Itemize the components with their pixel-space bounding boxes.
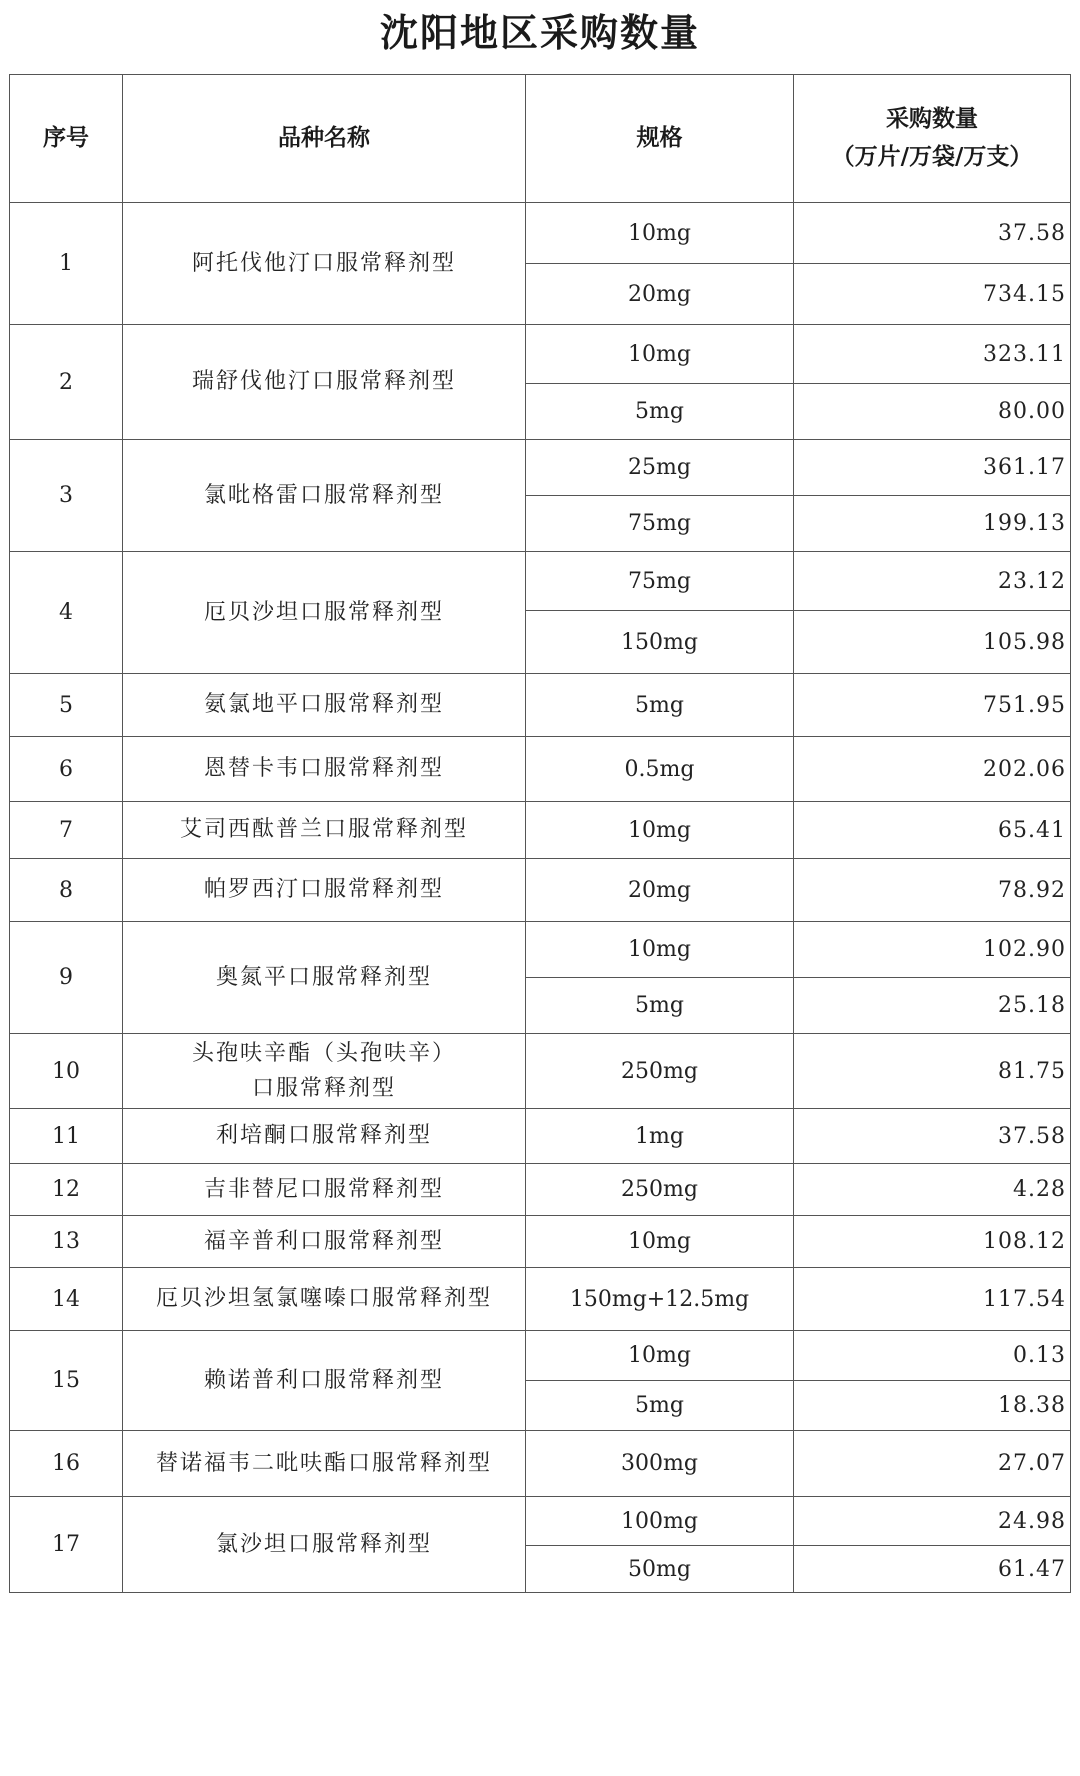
row-number-cell: 10 [10,1034,123,1109]
drug-name-line: 氯吡格雷口服常释剂型 [203,482,444,508]
drug-name-cell [123,203,526,325]
procurement-table [9,74,1071,1593]
drug-name-line: 帕罗西汀口服常释剂型 [203,877,444,903]
header-qty-label: 采购数量 [886,105,978,132]
drug-name-line: 氯沙坦口服常释剂型 [215,1531,432,1557]
table-row [10,922,1071,978]
drug-name-line: 氨氯地平口服常释剂型 [203,692,444,718]
header-no: 序号 [10,75,123,203]
drug-name-cell [123,922,526,1034]
header-qty [794,75,1071,203]
drug-name-cell [123,1034,526,1109]
drug-name-line: 奥氮平口服常释剂型 [215,964,432,990]
spec-cell: 10mg [526,325,794,384]
table-row [10,1431,1071,1497]
row-number-cell: 8 [10,859,123,922]
spec-cell: 1mg [526,1109,794,1164]
drug-name-line: 口服常释剂型 [251,1076,396,1101]
quantity-cell: 25.18 [794,978,1071,1034]
quantity-cell: 65.41 [794,802,1071,859]
header-qty-unit: （万片/万袋/万支） [831,143,1033,170]
spec-cell: 75mg [526,496,794,552]
drug-name-line: 利培酮口服常释剂型 [215,1123,432,1149]
table-row [10,859,1071,922]
spec-cell: 10mg [526,922,794,978]
table-row [10,440,1071,496]
drug-name-line: 替诺福韦二吡呋酯口服常释剂型 [155,1450,492,1476]
table-body [10,203,1071,1593]
drug-name-cell [123,552,526,674]
row-number-cell: 13 [10,1216,123,1268]
spec-cell: 250mg [526,1164,794,1216]
drug-name-cell [123,1109,526,1164]
spec-cell: 10mg [526,203,794,264]
drug-name-line: 阿托伐他汀口服常释剂型 [191,250,456,276]
table-header-row [10,75,1071,203]
row-number-cell: 5 [10,674,123,737]
row-number-cell: 15 [10,1331,123,1431]
table-row [10,325,1071,384]
spec-cell: 10mg [526,1216,794,1268]
drug-name-line: 赖诺普利口服常释剂型 [203,1367,444,1393]
drug-name-cell [123,802,526,859]
table-row [10,1164,1071,1216]
drug-name-cell [123,737,526,802]
quantity-cell: 202.06 [794,737,1071,802]
quantity-cell: 199.13 [794,496,1071,552]
table-row [10,674,1071,737]
spec-cell: 10mg [526,802,794,859]
drug-name-cell [123,325,526,440]
spec-cell: 50mg [526,1546,794,1593]
table-row [10,1216,1071,1268]
drug-name-line: 厄贝沙坦口服常释剂型 [203,599,444,625]
table-row [10,203,1071,264]
drug-name-line: 艾司西酞普兰口服常释剂型 [179,817,468,843]
row-number-cell: 1 [10,203,123,325]
drug-name-line: 厄贝沙坦氢氯噻嗪口服常释剂型 [155,1286,492,1312]
quantity-cell: 734.15 [794,264,1071,325]
spec-cell: 100mg [526,1497,794,1546]
row-number-cell: 2 [10,325,123,440]
spec-cell: 300mg [526,1431,794,1497]
header-spec: 规格 [526,75,794,203]
table-row [10,802,1071,859]
header-name: 品种名称 [123,75,526,203]
quantity-cell: 117.54 [794,1268,1071,1331]
spec-cell: 20mg [526,859,794,922]
table-row [10,1109,1071,1164]
spec-cell: 25mg [526,440,794,496]
quantity-cell: 27.07 [794,1431,1071,1497]
quantity-cell: 4.28 [794,1164,1071,1216]
quantity-cell: 751.95 [794,674,1071,737]
drug-name-line: 头孢呋辛酯（头孢呋辛） [191,1040,456,1066]
drug-name-cell [123,859,526,922]
drug-name-cell [123,1268,526,1331]
row-number-cell: 11 [10,1109,123,1164]
row-number-cell: 12 [10,1164,123,1216]
row-number-cell: 9 [10,922,123,1034]
spec-cell: 0.5mg [526,737,794,802]
drug-name-line: 恩替卡韦口服常释剂型 [203,756,444,782]
drug-name-line: 吉非替尼口服常释剂型 [203,1176,444,1202]
quantity-cell: 61.47 [794,1546,1071,1593]
quantity-cell: 102.90 [794,922,1071,978]
spec-cell: 10mg [526,1331,794,1381]
quantity-cell: 37.58 [794,203,1071,264]
quantity-cell: 37.58 [794,1109,1071,1164]
spec-cell: 150mg [526,611,794,674]
row-number-cell: 4 [10,552,123,674]
drug-name-cell [123,1216,526,1268]
spec-cell: 5mg [526,384,794,440]
quantity-cell: 361.17 [794,440,1071,496]
quantity-cell: 23.12 [794,552,1071,611]
spec-cell: 250mg [526,1034,794,1109]
page-title: 沈阳地区采购数量 [379,11,700,55]
quantity-cell: 78.92 [794,859,1071,922]
table-row [10,1268,1071,1331]
table-row [10,1034,1071,1109]
drug-name-line: 福辛普利口服常释剂型 [203,1228,444,1254]
table-row [10,1331,1071,1381]
row-number-cell: 14 [10,1268,123,1331]
quantity-cell: 24.98 [794,1497,1071,1546]
row-number-cell: 3 [10,440,123,552]
table-row [10,737,1071,802]
table-row [10,552,1071,611]
row-number-cell: 16 [10,1431,123,1497]
row-number-cell: 17 [10,1497,123,1593]
spec-cell: 150mg+12.5mg [526,1268,794,1331]
quantity-cell: 105.98 [794,611,1071,674]
quantity-cell: 81.75 [794,1034,1071,1109]
row-number-cell: 7 [10,802,123,859]
quantity-cell: 18.38 [794,1381,1071,1431]
spec-cell: 75mg [526,552,794,611]
drug-name-cell [123,1164,526,1216]
drug-name-cell [123,1431,526,1497]
spec-cell: 20mg [526,264,794,325]
quantity-cell: 108.12 [794,1216,1071,1268]
table-row [10,1497,1071,1546]
drug-name-cell [123,1331,526,1431]
drug-name-cell [123,440,526,552]
spec-cell: 5mg [526,978,794,1034]
quantity-cell: 323.11 [794,325,1071,384]
quantity-cell: 0.13 [794,1331,1071,1381]
row-number-cell: 6 [10,737,123,802]
quantity-cell: 80.00 [794,384,1071,440]
drug-name-line: 瑞舒伐他汀口服常释剂型 [191,369,456,395]
spec-cell: 5mg [526,674,794,737]
drug-name-cell [123,674,526,737]
spec-cell: 5mg [526,1381,794,1431]
drug-name-cell [123,1497,526,1593]
